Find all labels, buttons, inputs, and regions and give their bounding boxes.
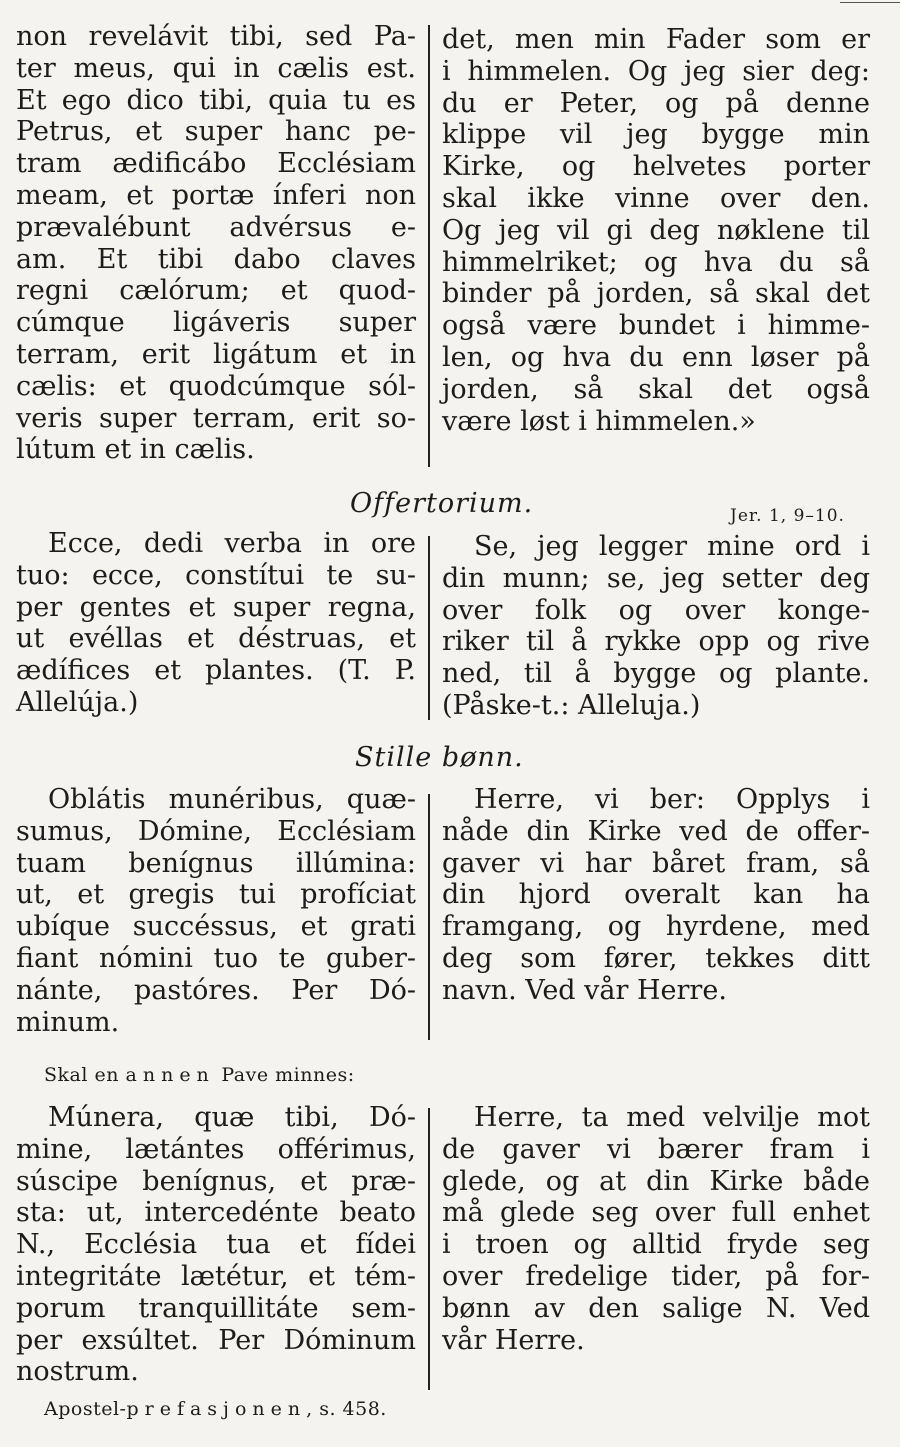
- text-line: over fredelige tider, på for-: [442, 1260, 870, 1292]
- offertorium-norwegian: [442, 531, 870, 722]
- text-line: Og jeg vil gi deg nøklene til: [442, 214, 870, 246]
- text-line: din hjord overalt kan ha: [442, 879, 870, 911]
- preface-reference: [44, 1398, 387, 1420]
- text-line: Herre, vi ber: Opplys i: [474, 784, 870, 815]
- text-line: mine, lætántes offérimus,: [16, 1133, 416, 1165]
- pave-prayer-section: [0, 1102, 900, 1392]
- text-line: klippe vil jeg bygge min: [442, 119, 870, 151]
- text-line: ut evéllas et déstruas, et: [16, 623, 416, 655]
- text-line: riker til å rykke opp og rive: [442, 626, 870, 658]
- offertorium-latin: [16, 528, 416, 719]
- gospel-norwegian: [442, 24, 870, 437]
- text-line: glede, og at din Kirke både: [442, 1165, 870, 1197]
- top-rule: [840, 2, 900, 3]
- text-line: cælis: et quodcúmque sól-: [16, 370, 416, 402]
- text-line: må glede seg over full enhet: [442, 1197, 870, 1229]
- text-line: deg som fører, tekkes ditt: [442, 942, 870, 974]
- text-line: Kirke, og helvetes porter: [442, 151, 870, 183]
- text-line: tuo: ecce, constítui te su-: [16, 559, 416, 591]
- text-line: navn. Ved vår Herre.: [442, 974, 727, 1006]
- text-line: ter meus, qui in cælis est.: [16, 52, 416, 84]
- text-line: Herre, ta med velvilje mot: [474, 1102, 870, 1133]
- text-line: ned, til å bygge og plante.: [442, 658, 870, 690]
- text-line: binder på jorden, så skal det: [442, 278, 870, 310]
- text-line: i troen og alltid fryde seg: [442, 1229, 870, 1261]
- column-divider: [428, 25, 430, 467]
- text-line: du er Peter, og på denne: [442, 87, 870, 119]
- text-line: (Påske-t.: Alleluja.): [442, 689, 701, 721]
- stille-bonn-heading: Stille bønn.: [355, 742, 524, 773]
- text-line: tram ædificábo Ecclésiam: [16, 148, 416, 180]
- text-line: meam, et portæ ínferi non: [16, 179, 416, 211]
- text-line: sumus, Dómine, Ecclésiam: [16, 815, 416, 847]
- text-line: cúmque ligáveris super: [16, 307, 416, 339]
- text-line: sta: ut, intercedénte beato: [16, 1197, 416, 1229]
- text-line: tuam benígnus illúmina:: [16, 847, 416, 879]
- text-line: terram, erit ligátum et in: [16, 338, 416, 370]
- text-line: være løst i himmelen.»: [442, 405, 756, 437]
- text-line: Et ego dico tibi, quia tu es: [16, 84, 416, 116]
- offertorium-section: [0, 528, 900, 723]
- stille-bonn-norwegian: [442, 784, 870, 1007]
- text-line: også være bundet i himme-: [442, 310, 870, 342]
- text-line: gaver vi har båret fram, så: [442, 847, 870, 879]
- text-line: Oblátis munéribus, quæ-: [48, 784, 416, 815]
- text-line: i himmelen. Og jeg sier deg:: [442, 55, 870, 87]
- stille-bonn-latin: [16, 784, 416, 1038]
- text-line: veris super terram, erit so-: [16, 402, 416, 434]
- text-line: non revelávit tibi, sed Pa-: [16, 21, 416, 52]
- text-line: din munn; se, jeg setter deg: [442, 562, 870, 594]
- text-line: ædífices et plantes. (T. P.: [16, 655, 416, 687]
- text-line: ubíque succéssus, et grati: [16, 911, 416, 943]
- text-line: himmelriket; og hva du så: [442, 246, 870, 278]
- text-line: nánte, pastóres. Per Dó-: [16, 974, 416, 1006]
- text-line: fiant nómini tuo te guber-: [16, 942, 416, 974]
- text-line: Múnera, quæ tibi, Dó-: [48, 1102, 416, 1133]
- pave-prayer-norwegian: [442, 1102, 870, 1356]
- text-line: det, men min Fader som er: [442, 24, 870, 55]
- gospel-section: [0, 21, 900, 471]
- stille-bonn-section: [0, 784, 900, 1044]
- text-line: Se, jeg legger mine ord i: [474, 531, 870, 562]
- text-line: per gentes et super regna,: [16, 591, 416, 623]
- offertorium-heading: Offertorium.: [350, 488, 534, 519]
- text-line: Allelúja.): [16, 686, 139, 718]
- pave-prayer-latin: [16, 1102, 416, 1388]
- text-line: minum.: [16, 1006, 120, 1038]
- column-divider: [428, 1108, 430, 1390]
- text-line: prævalébunt advérsus e-: [16, 211, 416, 243]
- scripture-reference: Jer. 1, 9–10.: [730, 506, 845, 526]
- text-line: súscipe benígnus, et præ-: [16, 1165, 416, 1197]
- text-line: framgang, og hyrdene, med: [442, 911, 870, 943]
- text-line: over folk og over konge-: [442, 594, 870, 626]
- text-line: bønn av den salige N. Ved: [442, 1292, 870, 1324]
- text-line: nostrum.: [16, 1356, 139, 1388]
- text-line: N., Ecclésia tua et fídei: [16, 1229, 416, 1261]
- text-line: ut, et gregis tui profíciat: [16, 879, 416, 911]
- rubric-note-before: Skal en: [44, 1064, 119, 1086]
- text-line: am. Et tibi dabo claves: [16, 243, 416, 275]
- text-line: nåde din Kirke ved de offer-: [442, 815, 870, 847]
- text-line: porum tranquillitáte sem-: [16, 1292, 416, 1324]
- rubric-note-spaced: annen: [125, 1064, 215, 1086]
- text-line: jorden, så skal det også: [442, 373, 870, 405]
- text-line: per exsúltet. Per Dóminum: [16, 1324, 416, 1356]
- text-line: Petrus, et super hanc pe-: [16, 116, 416, 148]
- text-line: skal ikke vinne over den.: [442, 182, 870, 214]
- column-divider: [428, 794, 430, 1040]
- text-line: Ecce, dedi verba in ore: [48, 528, 416, 559]
- column-divider: [428, 536, 430, 720]
- preface-spaced: prefasjonen: [126, 1398, 307, 1420]
- preface-prefix: Apostel-: [44, 1398, 127, 1420]
- text-line: regni cælórum; et quod-: [16, 275, 416, 307]
- rubric-note-after: Pave minnes:: [221, 1064, 355, 1086]
- text-line: len, og hva du enn løser på: [442, 341, 870, 373]
- preface-suffix: , s. 458.: [306, 1398, 387, 1420]
- rubric-note: [44, 1064, 355, 1086]
- text-line: vår Herre.: [442, 1324, 585, 1356]
- text-line: integritáte lætétur, et tém-: [16, 1260, 416, 1292]
- text-line: de gaver vi bærer fram i: [442, 1133, 870, 1165]
- text-line: lútum et in cælis.: [16, 434, 255, 466]
- gospel-latin: [16, 21, 416, 466]
